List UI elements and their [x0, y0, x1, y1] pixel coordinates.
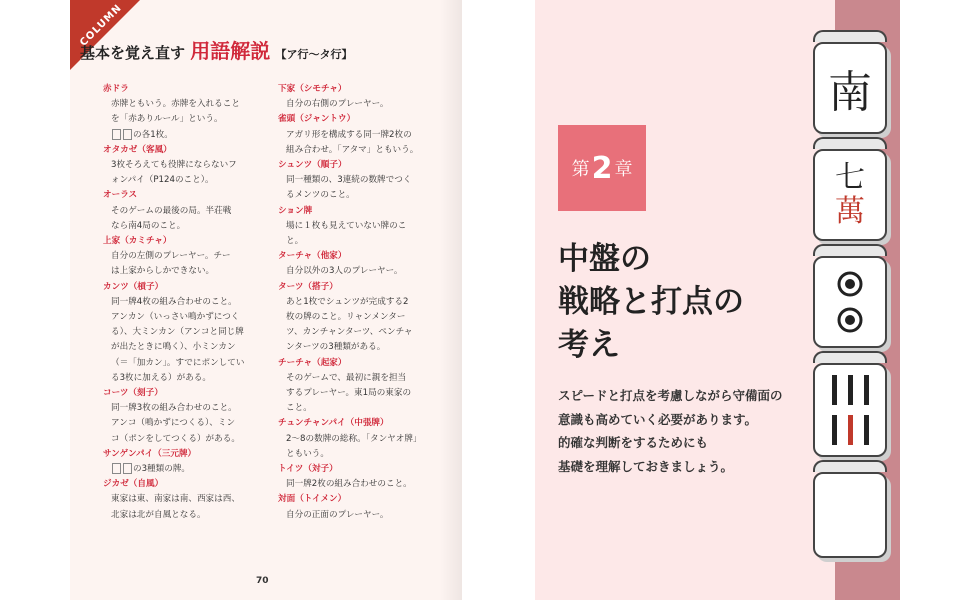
glossary-term: チュンチャンパイ（中張牌）	[278, 418, 389, 429]
definition-text: の3種類の牌。	[133, 464, 191, 475]
glossary-definition-line: 自分の右側のプレーヤー。	[286, 99, 389, 110]
glossary-definition-line	[103, 462, 275, 477]
glossary-definition-line	[103, 128, 275, 143]
tile-top	[813, 137, 887, 149]
tile-top	[813, 460, 887, 472]
glossary-term: オーラス	[103, 190, 138, 201]
glossary-definition-line: が出たときに鳴く）、小ミンカン	[111, 342, 236, 353]
glossary-definition-line: そのゲームの最後の局。半荘戦	[111, 205, 232, 216]
glossary-definition-line: 同一牌2枚の組み合わせのこと。	[286, 479, 412, 490]
glossary-definition-line: 自分の左側のプレーヤー。チー	[111, 251, 231, 262]
glossary-definition-line: 自分以外の3人のプレーヤー。	[286, 266, 403, 277]
glossary-definition-line: 3枚そろえても役牌にならないフ	[111, 160, 237, 171]
six-sou-icon	[820, 369, 880, 451]
title-line: 考え	[558, 327, 620, 363]
glossary-term: コーツ（刻子）	[103, 388, 163, 399]
glossary-term: カンツ（槓子）	[103, 281, 164, 292]
glossary-definition-line: あと1枚でシュンツが完成する2	[286, 296, 409, 307]
glossary-term: ジカゼ（自風）	[103, 479, 164, 490]
glossary-definition-line: ともいう。	[286, 448, 329, 459]
header-prefix: 基本を覚え直す	[80, 44, 186, 62]
glossary-definition-line: 東家は東、南家は南、西家は西、	[111, 494, 240, 505]
chapter-number: 2	[591, 150, 613, 186]
glossary-definition-line: 自分の正面のプレーヤー。	[286, 509, 389, 520]
glossary-term: ション牌	[278, 205, 313, 216]
glossary-definition-line: （＝「加カン」。すでにポンしてい	[111, 357, 245, 368]
tile-top	[813, 351, 887, 363]
glossary-definition-line: 組み合わせ。「アタマ」ともいう。	[286, 144, 419, 155]
lead-line: スピードと打点を考慮しながら守備面の	[558, 388, 783, 403]
page-number: 70	[256, 576, 269, 586]
title-line: 戦略と打点の	[558, 284, 744, 320]
header-title: 用語解説	[190, 39, 271, 63]
glossary-definition-line: るメンツのこと。	[286, 190, 355, 201]
glossary-definition-line: を「赤ありルール」という。	[111, 114, 223, 125]
mini-tile-icon	[112, 129, 121, 140]
glossary-definition-line: するプレーヤー。東1局の東家の	[286, 388, 412, 399]
glossary-column-1	[103, 82, 275, 523]
tile-glyph: 七	[835, 160, 865, 195]
glossary-column-2	[278, 82, 450, 523]
glossary-definition-line: コ（ポンをしてつくる）がある。	[111, 433, 240, 444]
glossary-term: シュンツ（順子）	[278, 160, 347, 171]
chapter-lead	[558, 384, 783, 478]
glossary-definition-line: 赤牌ともいう。赤牌を入れること	[111, 99, 240, 110]
glossary-definition-line: 北家は北が自風となる。	[111, 509, 206, 520]
glossary-definition-line: る3枚に加える）がある。	[111, 372, 211, 383]
chapter-prefix: 第	[571, 159, 590, 180]
glossary-term: サンゲンパイ（三元牌）	[103, 448, 197, 459]
glossary-definition-line: 同一牌4枚の組み合わせのこと。	[111, 296, 237, 307]
glossary-definition-line: と。	[286, 236, 304, 247]
glossary-definition-line: ォンパイ（P124のこと）。	[111, 175, 214, 186]
header-suffix: 【ア行〜タ行】	[275, 48, 353, 61]
white-dragon-tile	[813, 472, 887, 558]
glossary-definition-line: アンカン（いっさい鳴かずにつく	[111, 312, 240, 323]
chapter-title	[558, 238, 744, 367]
glossary-term: ターチャ（他家）	[278, 251, 347, 262]
glossary-definition-line: アンコ（鳴かずにつくる）、ミン	[111, 418, 236, 429]
two-pin-tile	[813, 256, 887, 348]
glossary-definition-line: アガリ形を構成する同一牌2枚の	[286, 129, 412, 140]
glossary-term: 雀頭（ジャントウ）	[278, 114, 356, 125]
glossary-definition-line: る）、大ミンカン（アンコと同じ牌	[111, 327, 244, 338]
mini-tile-icon	[112, 463, 121, 474]
glossary-term: チーチャ（起家）	[278, 357, 347, 368]
chapter-suffix: 章	[614, 159, 633, 180]
glossary-definition-line: 同一牌3枚の組み合わせのこと。	[111, 403, 237, 414]
glossary-definition-line: 枚の牌のこと。リャンメンター	[286, 312, 406, 323]
south-wind-tile	[813, 42, 887, 134]
lead-line: 基礎を理解しておきましょう。	[558, 458, 734, 474]
lead-line: 意識も高めていく必要があります。	[558, 411, 758, 427]
tile-glyph: 南	[828, 67, 872, 118]
column-header	[80, 35, 352, 64]
glossary-term: 上家（カミチャ）	[103, 236, 172, 247]
glossary-definition-line: こと。	[286, 403, 312, 414]
chapter-badge	[558, 125, 646, 211]
six-sou-tile	[813, 363, 887, 457]
mini-tile-icon	[123, 463, 132, 474]
seven-man-tile	[813, 149, 887, 241]
glossary-term: トイツ（対子）	[278, 464, 338, 475]
tile-top	[813, 30, 887, 42]
glossary-term: オタカゼ（客風）	[103, 144, 172, 155]
mini-tile-icon	[123, 129, 132, 140]
definition-text: の各1枚。	[133, 129, 173, 140]
glossary-term: 対面（トイメン）	[278, 494, 347, 505]
glossary-definition-line: なら南4局のこと。	[111, 220, 186, 231]
two-pin-icon	[820, 262, 880, 342]
glossary-definition-line: 場に１枚も見えていない牌のこ	[286, 220, 407, 231]
corner-label: COLUMN	[78, 2, 125, 49]
glossary-definition-line: は上家からしかできない。	[111, 266, 215, 277]
glossary-term: ターツ（搭子）	[278, 281, 338, 292]
glossary-term: 赤ドラ	[103, 84, 129, 94]
glossary-definition-line: ンターツの3種類がある。	[286, 342, 386, 353]
glossary-definition-line: そのゲームで、最初に親を担当	[286, 372, 407, 383]
tile-top	[813, 244, 887, 256]
tile-glyph: 萬	[835, 194, 865, 229]
glossary-term: 下家（シモチャ）	[278, 84, 347, 94]
lead-line: 的確な判断をするためにも	[558, 435, 709, 450]
glossary-definition-line: ツ、カンチャンターツ、ペンチャ	[286, 327, 413, 338]
title-line: 中盤の	[558, 241, 651, 277]
glossary-definition-line: 同一種類の、3連続の数牌でつく	[286, 175, 412, 186]
glossary-definition-line: 2〜8の数牌の総称。「タンヤオ牌」	[286, 433, 422, 444]
